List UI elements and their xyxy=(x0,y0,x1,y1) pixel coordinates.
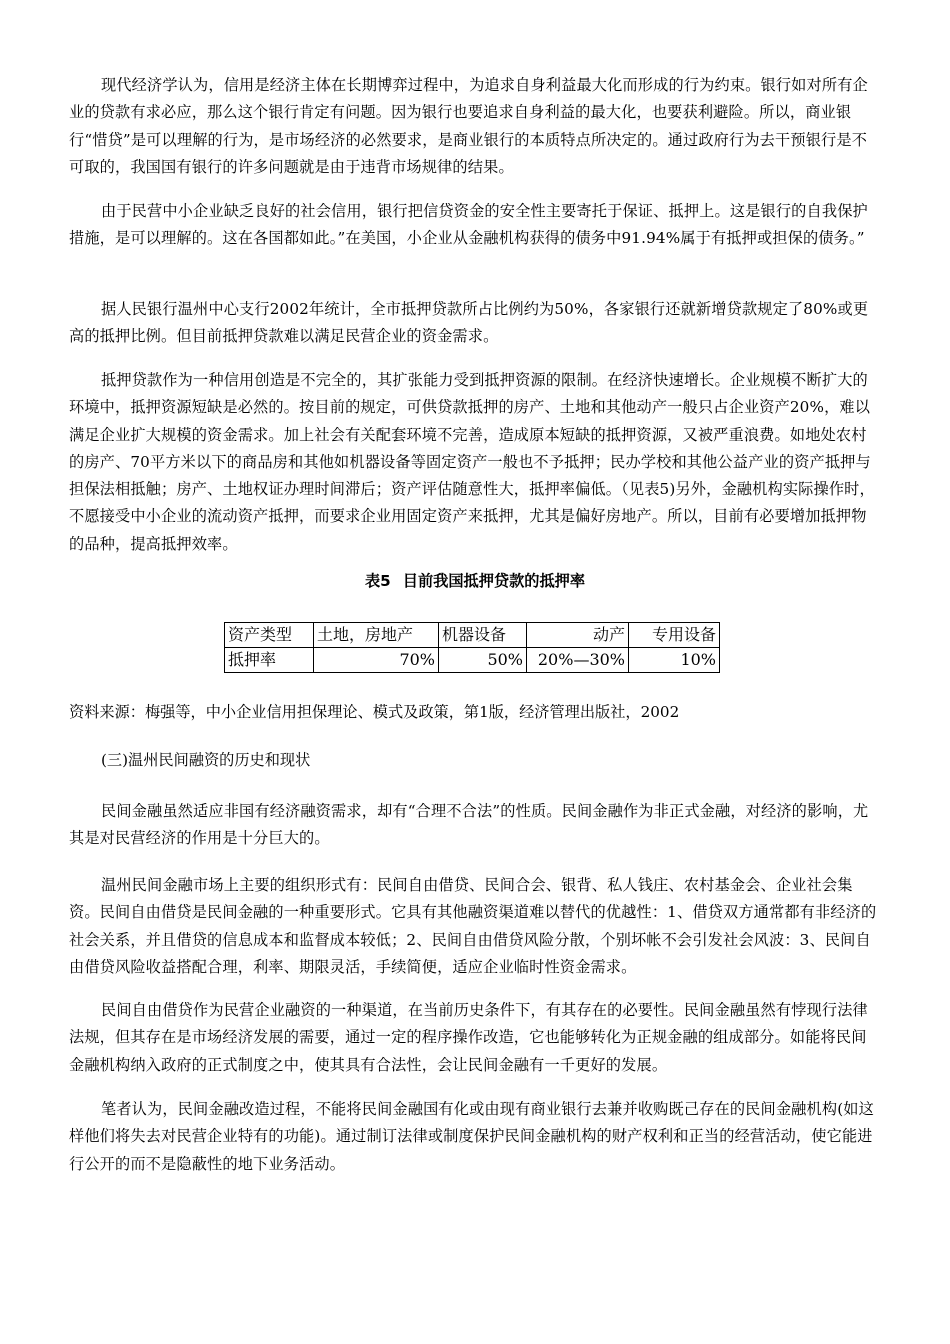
table-row xyxy=(225,648,720,673)
paragraph-collateral-protection: 由于民营中小企业缺乏良好的社会信用，银行把信贷资金的安全性主要寄托于保证、抵押上。这是银行的自我保护措施，是可以理解的。这在各国都如此。”在美国，小企业从金融机构获得的债务中91.94%属于有抵押或担保的债务。” xyxy=(69,202,868,248)
paragraph-private-finance-nature: 民间金融虽然适应非国有经济融资需求，却有“合理不合法”的性质。民间金融作为非正式金融，对经济的影响，尤其是对民营经济的作用是十分巨大的。 xyxy=(69,802,869,848)
table-cell: 10% xyxy=(629,648,720,673)
paragraph-credit-theory: 现代经济学认为，信用是经济主体在长期博弈过程中，为追求自身利益最大化而形成的行为约束。银行如对所有企业的贷款有求必应，那么这个银行肯定有问题。因为银行也要追求自身利益的最大化，也要获利避险。所以，商业银行“惜贷”是可以理解的行为，是市场经济的必然要求，是商业银行的本质特点所决定的。通过政府行为去干预银行是不可取的，我国国有银行的许多问题就是由于违背市场规律的结果。 xyxy=(69,76,868,176)
table-cell: 70% xyxy=(314,648,439,673)
table-header-row xyxy=(225,623,720,648)
table-caption-title: 目前我国抵押贷款的抵押率 xyxy=(402,572,585,590)
paragraph-author-view: 笔者认为，民间金融改造过程，不能将民间金融国有化或由现有商业银行去兼并收购既己存在的民间金融机构(如这样他们将失去对民营企业特有的功能)。通过制订法律或制度保护民间金融机构的财产权利和正当的经营活动，使它能进行公开的而不是隐蔽性的地下业务活动。 xyxy=(69,1100,874,1173)
table-header-cell: 机器设备 xyxy=(439,623,527,648)
table-header-cell: 动产 xyxy=(527,623,629,648)
table-cell: 20%—30% xyxy=(527,648,629,673)
table-source-note: 资料来源：梅强等，中小企业信用担保理论、模式及政策，第1版，经济管理出版社，2002 xyxy=(69,703,680,721)
collateral-rate-table xyxy=(224,622,720,673)
table-cell: 50% xyxy=(439,648,527,673)
paragraph-private-lending-necessity: 民间自由借贷作为民营企业融资的一种渠道，在当前历史条件下，有其存在的必要性。民间金融虽然有悖现行法律法规，但其存在是市场经济发展的需要，通过一定的程序操作改造，它也能够转化为正规金融的组成部分。如能将民间金融机构纳入政府的正式制度之中，使其具有合法性，会让民间金融有一千更好的发展。 xyxy=(69,1001,868,1074)
table-header-cell: 资产类型 xyxy=(225,623,314,648)
table-header-cell: 专用设备 xyxy=(629,623,720,648)
section-heading: (三)温州民间融资的历史和现状 xyxy=(101,751,311,769)
table-cell: 抵押率 xyxy=(225,648,314,673)
paragraph-private-finance-forms: 温州民间金融市场上主要的组织形式有：民间自由借贷、民间合会、银背、私人钱庄、农村基金会、企业社会集资。民间自由借贷是民间金融的一种重要形式。它具有其他融资渠道难以替代的优越性：1、借贷双方通常都有非经济的社会关系，并且借贷的信息成本和监督成本较低；2、民间自由借贷风险分散，个别坏帐不会引发社会风波：3、民间自由借贷风险收益搭配合理，利率、期限灵活，手续简便，适应企业临时性资金需求。 xyxy=(69,876,877,976)
paragraph-wenzhou-statistics: 据人民银行温州中心支行2002年统计，全市抵押贷款所占比例约为50%，各家银行还就新增贷款规定了80%或更高的抵押比例。但目前抵押贷款难以满足民营企业的资金需求。 xyxy=(69,300,869,346)
paragraph-collateral-limits: 抵押贷款作为一种信用创造是不完全的，其扩张能力受到抵押资源的限制。在经济快速增长。企业规模不断扩大的环境中，抵押资源短缺是必然的。按目前的规定，可供贷款抵押的房产、土地和其他动产一般只占企业资产20%，难以满足企业扩大规模的资金需求。加上社会有关配套环境不完善，造成原本短缺的抵押资源，又被严重浪费。如地处农村的房产、70平方米以下的商品房和其他如机器设备等固定资产一般也不予抵押；民办学校和其他公益产业的资产抵押与担保法相抵触；房产、土地权证办理时间滞后；资产评估随意性大，抵押率偏低。（见表5)另外，金融机构实际操作时，不愿接受中小企业的流动资产抵押，而要求企业用固定资产来抵押，尤其是偏好房地产。所以，目前有必要增加抵押物的品种，提高抵押效率。 xyxy=(69,371,875,553)
table-caption-number: 表5 xyxy=(364,572,391,590)
table-header-cell: 土地，房地产 xyxy=(314,623,439,648)
table-caption xyxy=(0,570,950,591)
